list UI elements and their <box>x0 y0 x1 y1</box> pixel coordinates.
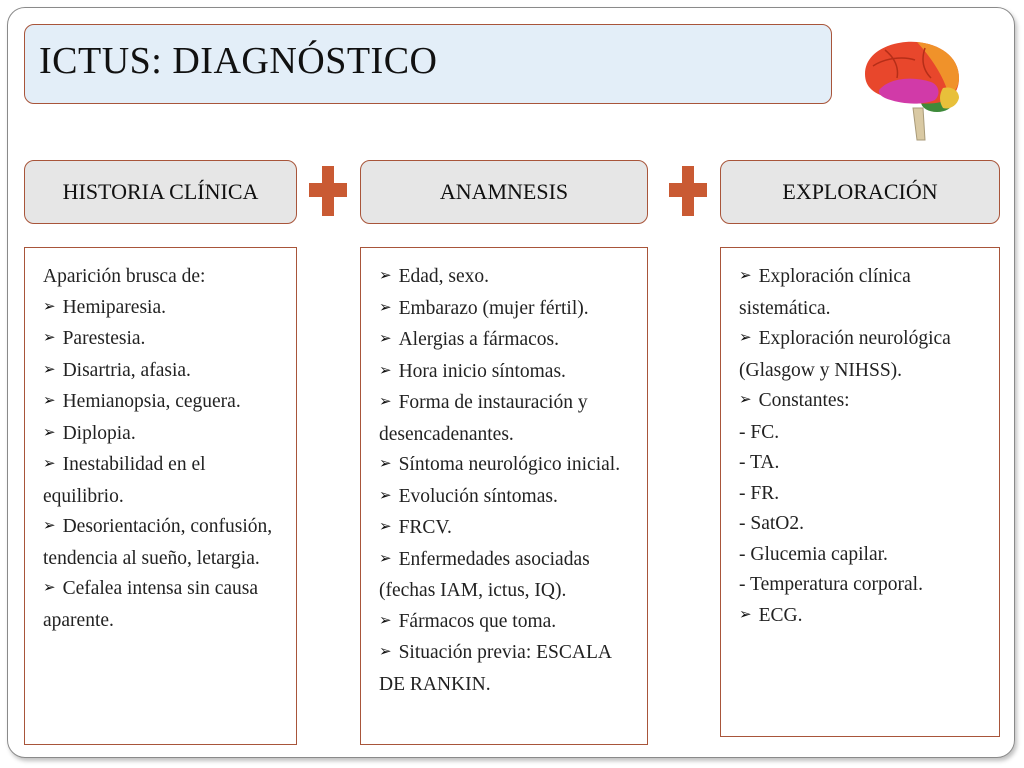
constante-item: - SatO2. <box>739 513 804 534</box>
arrow-bullet-icon: ➢ <box>379 456 392 472</box>
historia-clinica-box <box>24 247 297 745</box>
title-box <box>24 24 832 104</box>
arrow-bullet-icon: ➢ <box>739 268 752 284</box>
list-item: ➢ Disartria, afasia. <box>43 356 284 388</box>
list-item: ➢ Situación previa: ESCALA DE RANKIN. <box>379 638 635 700</box>
arrow-bullet-icon: ➢ <box>379 612 392 629</box>
list-item: ➢ Hora inicio síntomas. <box>379 357 635 389</box>
arrow-bullet-icon: ➢ <box>379 394 392 410</box>
arrow-bullet-icon: ➢ <box>43 393 56 409</box>
constante-item: - FR. <box>739 482 780 504</box>
brain-icon <box>855 36 967 144</box>
arrow-bullet-icon: ➢ <box>379 362 392 379</box>
plus-icon <box>669 166 707 216</box>
arrow-bullet-icon: ➢ <box>43 298 56 315</box>
list-item: ➢ Enfermedades asociadas (fechas IAM, ictus, IQ). <box>379 545 635 607</box>
arrow-bullet-icon: ➢ <box>379 519 392 535</box>
arrow-bullet-icon: ➢ <box>43 424 56 441</box>
list-item: ➢ Forma de instauración y desencadenantes. <box>379 388 635 450</box>
header-anamnesis: ANAMNESIS <box>360 160 648 224</box>
arrow-bullet-icon: ➢ <box>379 550 392 567</box>
arrow-bullet-icon: ➢ <box>379 268 392 284</box>
list-item: ➢ Hemiparesia. <box>43 293 284 325</box>
arrow-bullet-icon: ➢ <box>739 392 752 408</box>
constante-item: - FC. <box>739 421 780 443</box>
arrow-bullet-icon: ➢ <box>379 644 392 660</box>
arrow-bullet-icon: ➢ <box>379 299 392 316</box>
list-item: ➢ Alergias a fármacos. <box>379 325 635 357</box>
arrow-bullet-icon: ➢ <box>43 330 56 346</box>
list-item: ➢ Parestesia. <box>43 324 284 356</box>
list-item: ➢ Hemianopsia, ceguera. <box>43 387 284 419</box>
list-item: ➢ ECG. <box>739 601 987 633</box>
plus-icon <box>309 166 347 216</box>
constante-item: - Temperatura corporal. <box>739 574 923 595</box>
list-item: ➢ FRCV. <box>379 513 635 545</box>
header-exploracion: EXPLORACIÓN <box>720 160 1000 224</box>
list-item: ➢ Exploración neurológica (Glasgow y NIHSS). <box>739 324 987 386</box>
arrow-bullet-icon: ➢ <box>43 361 56 378</box>
constante-item: - Glucemia capilar. <box>739 543 888 565</box>
list-item: ➢ Fármacos que toma. <box>379 607 635 639</box>
historia-intro: Aparición brusca de: <box>43 266 206 287</box>
constante-item: - TA. <box>739 452 780 473</box>
slide-title: ICTUS: DIAGNÓSTICO <box>39 40 438 82</box>
list-item: ➢ Constantes: <box>739 386 987 418</box>
list-item: ➢ Cefalea intensa sin causa aparente. <box>43 574 284 636</box>
list-item: ➢ Desorientación, confusión, tendencia al sueño, letargia. <box>43 512 284 574</box>
arrow-bullet-icon: ➢ <box>379 331 392 347</box>
list-item: ➢ Edad, sexo. <box>379 262 635 294</box>
list-item: ➢ Diplopia. <box>43 419 284 451</box>
list-item: ➢ Embarazo (mujer fértil). <box>379 294 635 326</box>
arrow-bullet-icon: ➢ <box>379 487 392 504</box>
list-item: ➢ Inestabilidad en el equilibrio. <box>43 450 284 512</box>
arrow-bullet-icon: ➢ <box>739 606 752 623</box>
list-item: ➢ Síntoma neurológico inicial. <box>379 450 635 482</box>
arrow-bullet-icon: ➢ <box>43 518 56 534</box>
exploracion-box <box>720 247 1000 737</box>
list-item: ➢ Exploración clínica sistemática. <box>739 262 987 324</box>
arrow-bullet-icon: ➢ <box>739 330 752 346</box>
header-historia-clinica: HISTORIA CLÍNICA <box>24 160 297 224</box>
list-item: ➢ Evolución síntomas. <box>379 482 635 514</box>
arrow-bullet-icon: ➢ <box>43 580 56 596</box>
anamnesis-box <box>360 247 648 745</box>
arrow-bullet-icon: ➢ <box>43 456 56 472</box>
